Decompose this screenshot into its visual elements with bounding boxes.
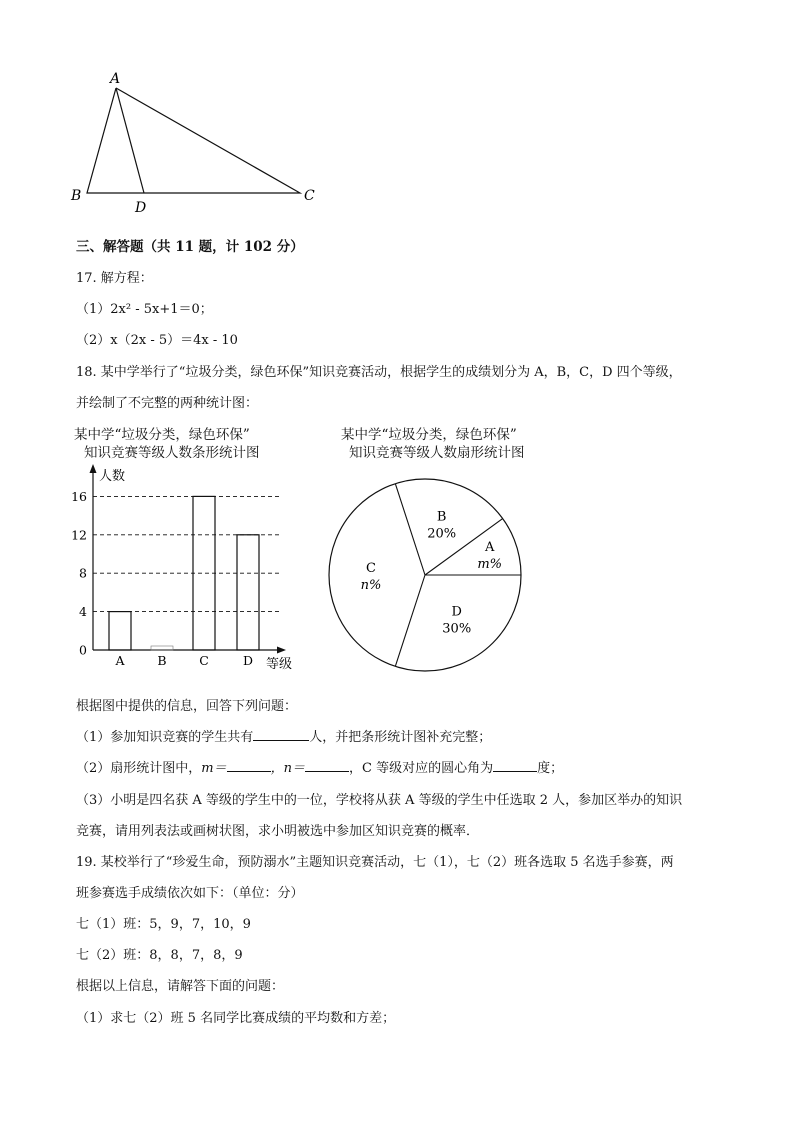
slice-name-A: A	[484, 539, 495, 555]
q18-part2-c: ，C 等级对应的圆心角为	[348, 761, 494, 776]
vertex-label-c: C	[304, 188, 315, 204]
slice-boundary-D	[395, 575, 425, 666]
q18-part2-n: ，n＝	[270, 761, 305, 776]
triangle-figure	[60, 66, 330, 216]
vertex-label-a: A	[110, 71, 121, 87]
answer-blank-angle[interactable]	[493, 771, 537, 772]
q19-part1: （1）求七（2）班 5 名同学比赛成绩的平均数和方差；	[76, 1011, 396, 1026]
y-axis-arrow	[90, 464, 97, 473]
pie-chart	[325, 475, 525, 675]
q19-stem-line2: 班参赛选手成绩依次如下：（单位：分）	[76, 886, 304, 901]
answer-blank-n[interactable]	[305, 771, 349, 772]
q17-stem: 17. 解方程：	[76, 271, 153, 286]
x-axis-title: 等级	[266, 657, 293, 672]
vertex-label-d: D	[135, 200, 147, 216]
q18-stem-line1: 18. 某中学举行了“垃圾分类，绿色环保”知识竞赛活动，根据学生的成绩划分为 A，B，C，D 四个等级，	[76, 365, 682, 380]
q19-class1-scores: 七（1）班：5，9，7，10，9	[76, 917, 251, 932]
q18-part2-a: （2）扇形统计图中，	[76, 761, 202, 776]
y-tick-label-8: 8	[79, 565, 87, 581]
slice-name-C: C	[366, 561, 376, 576]
q18-prompt: 根据图中提供的信息，回答下列问题：	[76, 699, 298, 714]
q18-part3-line2: 竞赛，请用列表法或画树状图，求小明被选中参加区知识竞赛的概率．	[76, 824, 480, 839]
q19-class2-scores: 七（2）班：8，8，7，8，9	[76, 948, 243, 963]
answer-blank-total[interactable]	[253, 740, 309, 741]
q18-part2-m: m＝	[201, 761, 227, 776]
y-tick-label-12: 12	[71, 527, 87, 543]
slice-boundary-C	[395, 484, 425, 575]
slice-percent-D: 30%	[442, 621, 472, 637]
bar-chart	[66, 462, 316, 677]
bar-chart-title-line2: 知识竞赛等级人数条形统计图	[84, 445, 260, 461]
y-axis-title: 人数	[99, 469, 126, 484]
pie-chart-title-line1: 某中学“垃圾分类，绿色环保”	[341, 427, 517, 443]
q18-part1-b: 人，并把条形统计图补充完整；	[309, 730, 492, 745]
slice-name-D: D	[451, 604, 462, 620]
y-tick-label-16: 16	[71, 488, 87, 504]
x-tick-label-A: A	[115, 653, 125, 668]
q19-stem-line1: 19. 某校举行了“珍爱生命，预防溺水”主题知识竞赛活动，七（1），七（2）班各选取 5 名选手参赛，两	[76, 855, 674, 870]
q18-part2	[76, 757, 563, 776]
slice-percent-C: n%	[360, 578, 382, 593]
q18-part3-line1: （3）小明是四名获 A 等级的学生中的一位，学校将从获 A 等级的学生中任选取 2 人，参加区举办的知识	[76, 793, 683, 808]
q18-part2-d: 度；	[537, 761, 564, 776]
y-tick-label-4: 4	[79, 604, 87, 620]
x-tick-label-D: D	[242, 653, 254, 668]
bar-chart-title-line1: 某中学“垃圾分类，绿色环保”	[74, 427, 250, 443]
y-tick-label-0: 0	[79, 642, 87, 658]
triangle-outline	[87, 88, 300, 193]
slice-percent-B: 20%	[427, 526, 457, 542]
slice-name-B: B	[436, 509, 447, 525]
section-heading: 三、解答题（共 11 题，计 102 分）	[76, 239, 304, 255]
bar-A	[109, 612, 131, 650]
bar-D	[237, 535, 259, 650]
q19-prompt: 根据以上信息，请解答下面的问题：	[76, 979, 285, 994]
q18-part1-a: （1）参加知识竞赛的学生共有	[76, 730, 254, 745]
slice-percent-A: m%	[477, 556, 503, 572]
bar-C	[193, 496, 215, 650]
x-tick-label-B: B	[157, 653, 167, 668]
vertex-label-b: B	[71, 188, 82, 204]
x-tick-label-C: C	[199, 653, 209, 668]
pie-chart-title-line2: 知识竞赛等级人数扇形统计图	[349, 445, 525, 461]
q17-part1: （1）2x² - 5x+1＝0；	[76, 302, 213, 317]
q18-stem-line2: 并绘制了不完整的两种统计图：	[76, 396, 259, 411]
segment-ad	[116, 88, 144, 193]
x-axis-arrow	[277, 647, 286, 654]
q18-part1	[76, 726, 491, 745]
answer-blank-m[interactable]	[227, 771, 271, 772]
q17-part2: （2）x（2x - 5）＝4x - 10	[76, 333, 238, 348]
